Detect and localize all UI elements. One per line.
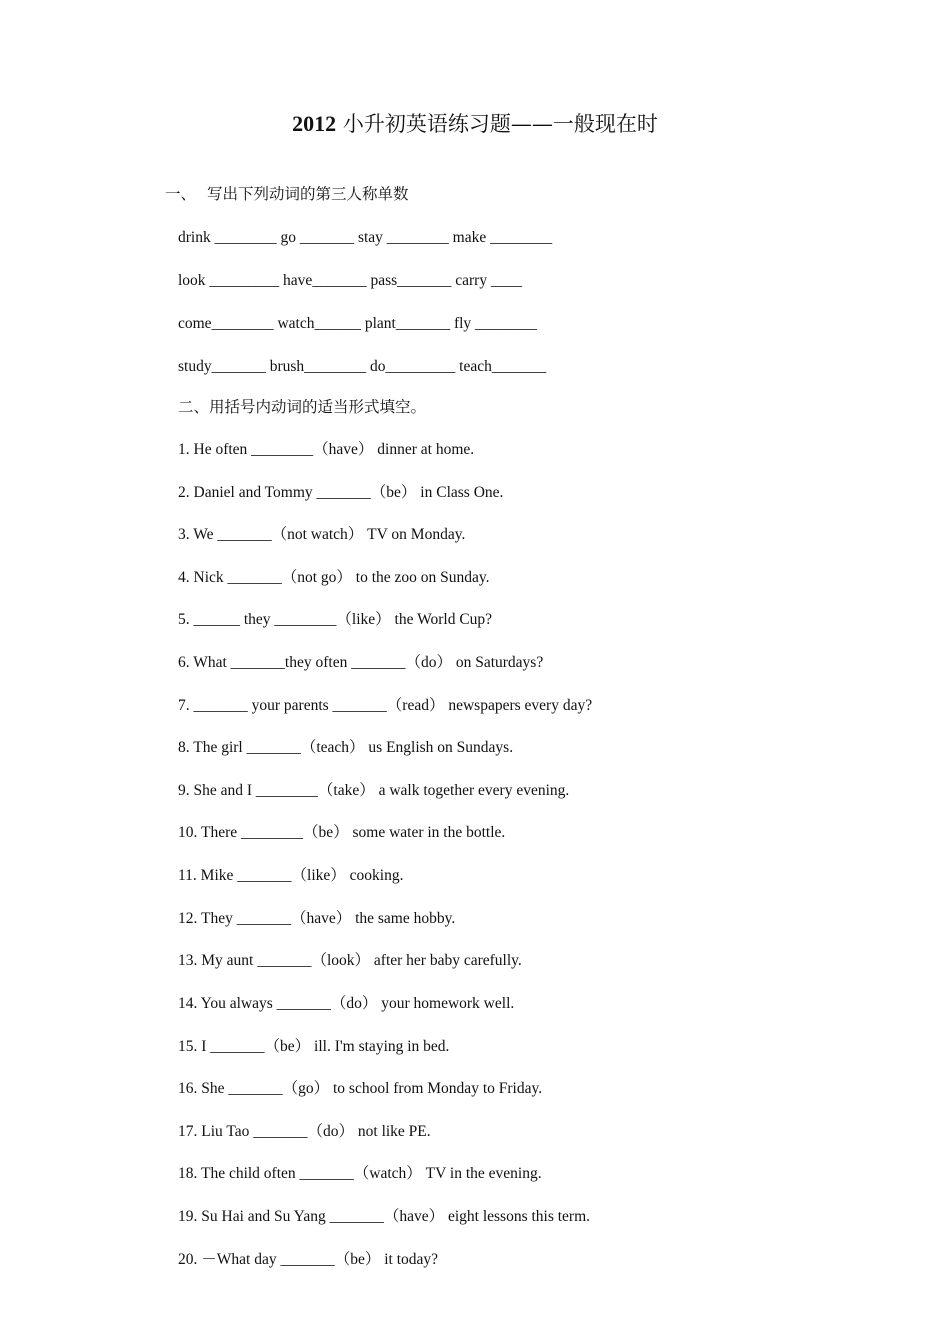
- verb-row: come________ watch______ plant_______ fly ________: [178, 315, 538, 332]
- section-2-heading: 二、用括号内动词的适当形式填空。: [178, 398, 427, 416]
- exercise-item: 9. She and I ________（take） a walk together every evening.: [178, 782, 570, 799]
- section-1-title: 写出下列动词的第三人称单数: [207, 185, 409, 203]
- verb-row: drink ________ go _______ stay ________ make ________: [178, 229, 553, 246]
- exercise-item: 3. We _______（not watch） TV on Monday.: [178, 526, 466, 543]
- exercise-item: 12. They _______（have） the same hobby.: [178, 910, 456, 927]
- page-title: [0, 108, 950, 140]
- exercise-item: 6. What _______they often _______（do） on Saturdays?: [178, 654, 544, 671]
- exercise-item: 5. ______ they ________（like） the World Cup?: [178, 611, 493, 628]
- exercise-item: 16. She _______（go） to school from Monday to Friday.: [178, 1080, 543, 1097]
- exercise-item: 11. Mike _______（like） cooking.: [178, 867, 404, 884]
- section-1-heading: [165, 183, 409, 205]
- title-text: 小升初英语练习题——一般现在时: [342, 112, 658, 136]
- exercise-item: 19. Su Hai and Su Yang _______（have） eight lessons this term.: [178, 1208, 591, 1225]
- exercise-item: 14. You always _______（do） your homework well.: [178, 995, 515, 1012]
- exercise-item: 18. The child often _______（watch） TV in the evening.: [178, 1165, 542, 1182]
- exercise-item: 8. The girl _______（teach） us English on Sundays.: [178, 739, 514, 756]
- verb-row: look _________ have_______ pass_______ carry ____: [178, 272, 522, 289]
- exercise-item: 17. Liu Tao _______（do） not like PE.: [178, 1123, 431, 1140]
- exercise-item: 13. My aunt _______（look） after her baby carefully.: [178, 952, 522, 969]
- exercise-item: 2. Daniel and Tommy _______（be） in Class One.: [178, 484, 504, 501]
- section-1-number: 一、: [165, 185, 197, 203]
- exercise-item: 15. I _______（be） ill. I'm staying in bed.: [178, 1038, 450, 1055]
- exercise-item: 7. _______ your parents _______（read） newspapers every day?: [178, 697, 593, 714]
- exercise-item: 20. －What day _______（be） it today?: [178, 1251, 439, 1268]
- verb-row: study_______ brush________ do_________ teach_______: [178, 358, 547, 375]
- exercise-item: 10. There ________（be） some water in the bottle.: [178, 824, 506, 841]
- exercise-item: 4. Nick _______（not go） to the zoo on Sunday.: [178, 569, 490, 586]
- exercise-item: 1. He often ________（have） dinner at home.: [178, 441, 475, 458]
- title-year: 2012: [292, 111, 337, 136]
